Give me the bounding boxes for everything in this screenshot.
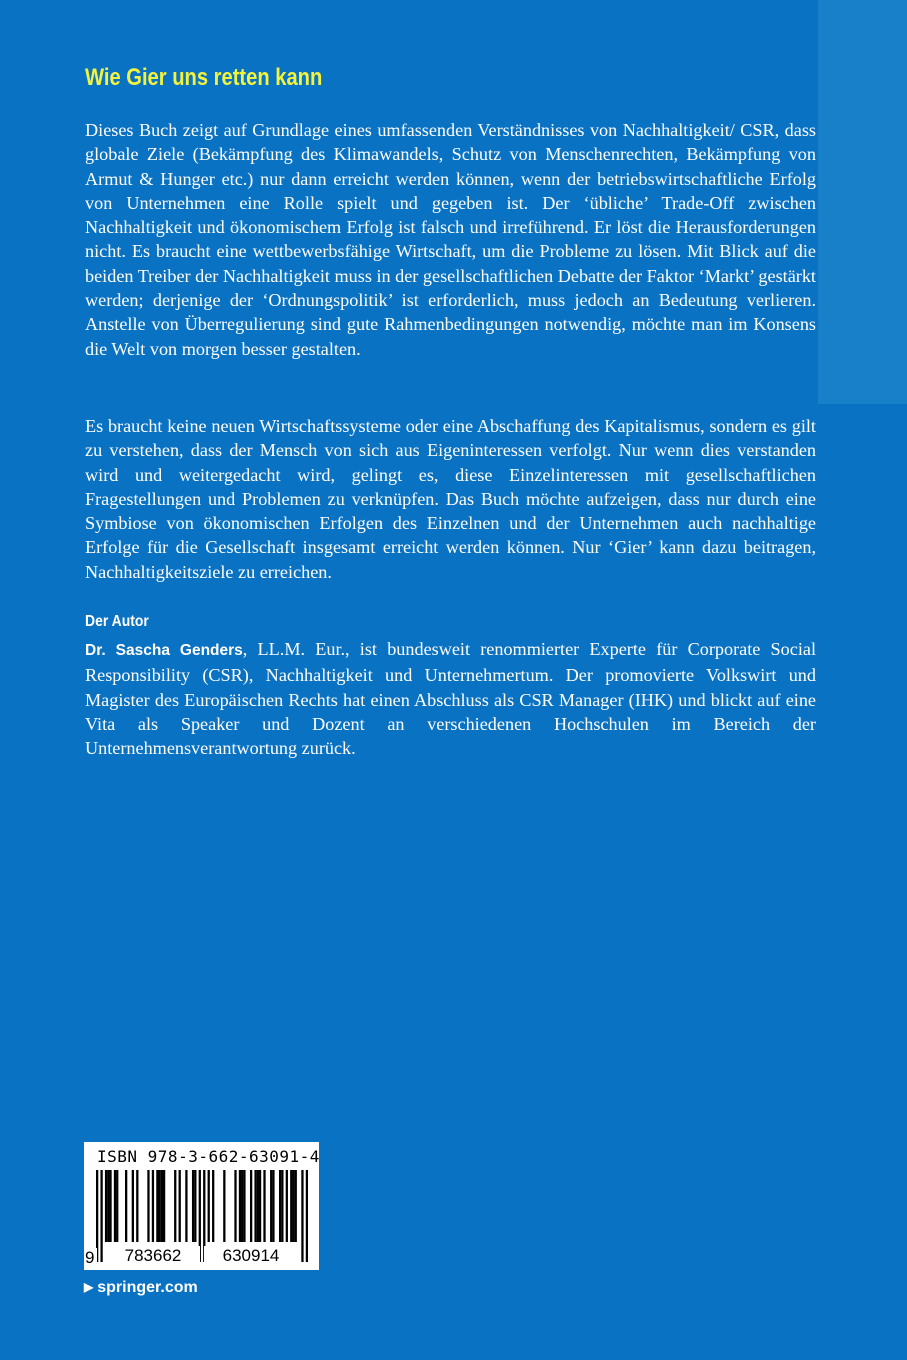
- barcode-bar: [152, 1170, 154, 1242]
- barcode-bar: [292, 1170, 294, 1242]
- barcode-bar: [194, 1170, 196, 1242]
- barcode-bar: [270, 1170, 272, 1242]
- spine-band: [818, 0, 907, 404]
- author-name: Dr. Sascha Genders: [85, 642, 243, 659]
- barcode-bar: [259, 1170, 261, 1242]
- barcode-bar: [114, 1170, 116, 1242]
- barcode-bar: [281, 1170, 283, 1242]
- barcode-bar: [105, 1170, 107, 1242]
- barcode-bar: [212, 1170, 214, 1242]
- barcode-digit-group-2: 630914: [204, 1246, 298, 1266]
- barcode-bar: [257, 1170, 259, 1242]
- barcode-bar: [136, 1170, 138, 1242]
- barcode-bar: [116, 1170, 118, 1242]
- barcode-bar: [147, 1170, 149, 1242]
- barcode-bar: [156, 1170, 158, 1242]
- author-bio: [85, 637, 816, 760]
- triangle-right-icon: ▶: [84, 1280, 94, 1294]
- barcode-bar: [161, 1170, 163, 1242]
- barcode-bar: [263, 1170, 265, 1242]
- barcode-digits: [85, 1240, 308, 1268]
- author-heading: Der Autor: [85, 613, 149, 630]
- barcode-bar: [250, 1170, 252, 1242]
- barcode-bar: [286, 1170, 288, 1242]
- barcode-bar: [158, 1170, 160, 1242]
- book-title: Wie Gier uns retten kann: [85, 64, 323, 91]
- barcode-bar: [185, 1170, 187, 1242]
- blurb-paragraph-1: Dieses Buch zeigt auf Grundlage eines umfassenden Verständnisses von Nachhaltigkeit/ CSR, dass globale Ziele (Bekämpfung des Klimawandels, Schutz von Menschenrechten, Bekämpfung von Armut & Hunger etc.) nur dann erreicht werden können, wenn der betriebswirtschaftliche Erfolg von Unternehmen eine Rolle spielt und gegeben ist. Der ‘übliche’ Trade-Off zwischen Nachhaltigkeit und ökonomischem Erfolg ist falsch und irreführend. Er löst die Herausforderungen nicht. Es braucht eine wettbewerbsfähige Wirtschaft, um die Probleme zu lösen. Mit Blick auf die beiden Treiber der Nachhaltigkeit muss in der gesellschaftlichen Debatte der Faktor ‘Markt’ gestärkt werden; derjenige der ‘Ordnungspolitik’ ist erforderlich, muss jedoch an Bedeutung verlieren. Anstelle von Überregulierung sind gute Rahmenbedingungen notwendig, möchte man im Konsens die Welt von morgen besser gestalten.: [85, 120, 816, 359]
- author-bio-text: , LL.M. Eur., ist bundesweit renommierter Experte für Corporate Social Responsibility (CSR), Nachhaltigkeit und Unternehmertum. Der promovierte Volkswirt und Magister des Europäischen Rechts hat einen Abschluss als CSR Manager (IHK) und blickt auf eine Vita als Speaker und Dozent an verschiedenen Hochschulen im Bereich der Unternehmensverantwortung zurück.: [85, 639, 816, 759]
- barcode-bar: [243, 1170, 245, 1242]
- blurb-paragraph-2: Es braucht keine neuen Wirtschaftssysteme oder eine Abschaffung des Kapitalismus, sondern es gilt zu verstehen, dass der Mensch von sich aus Eigeninteressen verfolgt. Nur wenn dies verstanden wird und weitergedacht wird, gelingt es, diese Einzelinteressen mit gesellschaftlichen Fragestellungen und Problemen zu verknüpfen. Das Buch möchte aufzeigen, dass nur durch eine Symbiose von ökonomischen Erfolgen des Einzelnen und der Unternehmen auch nachhaltige Erfolge für die Gesellschaft insgesamt erreicht werden können. Nur ‘Gier’ kann dazu beitragen, Nachhaltigkeitsziele zu erreichen.: [85, 416, 816, 582]
- isbn-barcode: [84, 1142, 319, 1270]
- barcode-bar: [295, 1170, 297, 1242]
- barcode-bar: [241, 1170, 243, 1242]
- barcode-digit-group-1: 783662: [106, 1246, 200, 1266]
- barcode-bar: [107, 1170, 109, 1242]
- barcode-bar: [239, 1170, 241, 1242]
- barcode-bar: [272, 1170, 274, 1242]
- barcode-bar: [234, 1170, 236, 1242]
- barcode-bar: [279, 1170, 281, 1242]
- barcode-bar: [208, 1170, 210, 1242]
- barcode-bar: [132, 1170, 134, 1242]
- barcode-bar: [290, 1170, 292, 1242]
- barcode-bar: [125, 1170, 127, 1242]
- barcode-bar: [254, 1170, 256, 1242]
- barcode-bar: [109, 1170, 111, 1242]
- barcode-bar: [163, 1170, 165, 1242]
- publisher-link[interactable]: [84, 1276, 198, 1299]
- barcode-digit-first: 9: [85, 1248, 97, 1268]
- barcode-bar: [192, 1170, 194, 1242]
- barcode-bar: [223, 1170, 225, 1242]
- barcode-bar: [179, 1170, 181, 1242]
- publisher-url: springer.com: [97, 1279, 198, 1296]
- isbn-label: ISBN 978-3-662-63091-4: [97, 1147, 320, 1166]
- barcode-bar: [174, 1170, 176, 1242]
